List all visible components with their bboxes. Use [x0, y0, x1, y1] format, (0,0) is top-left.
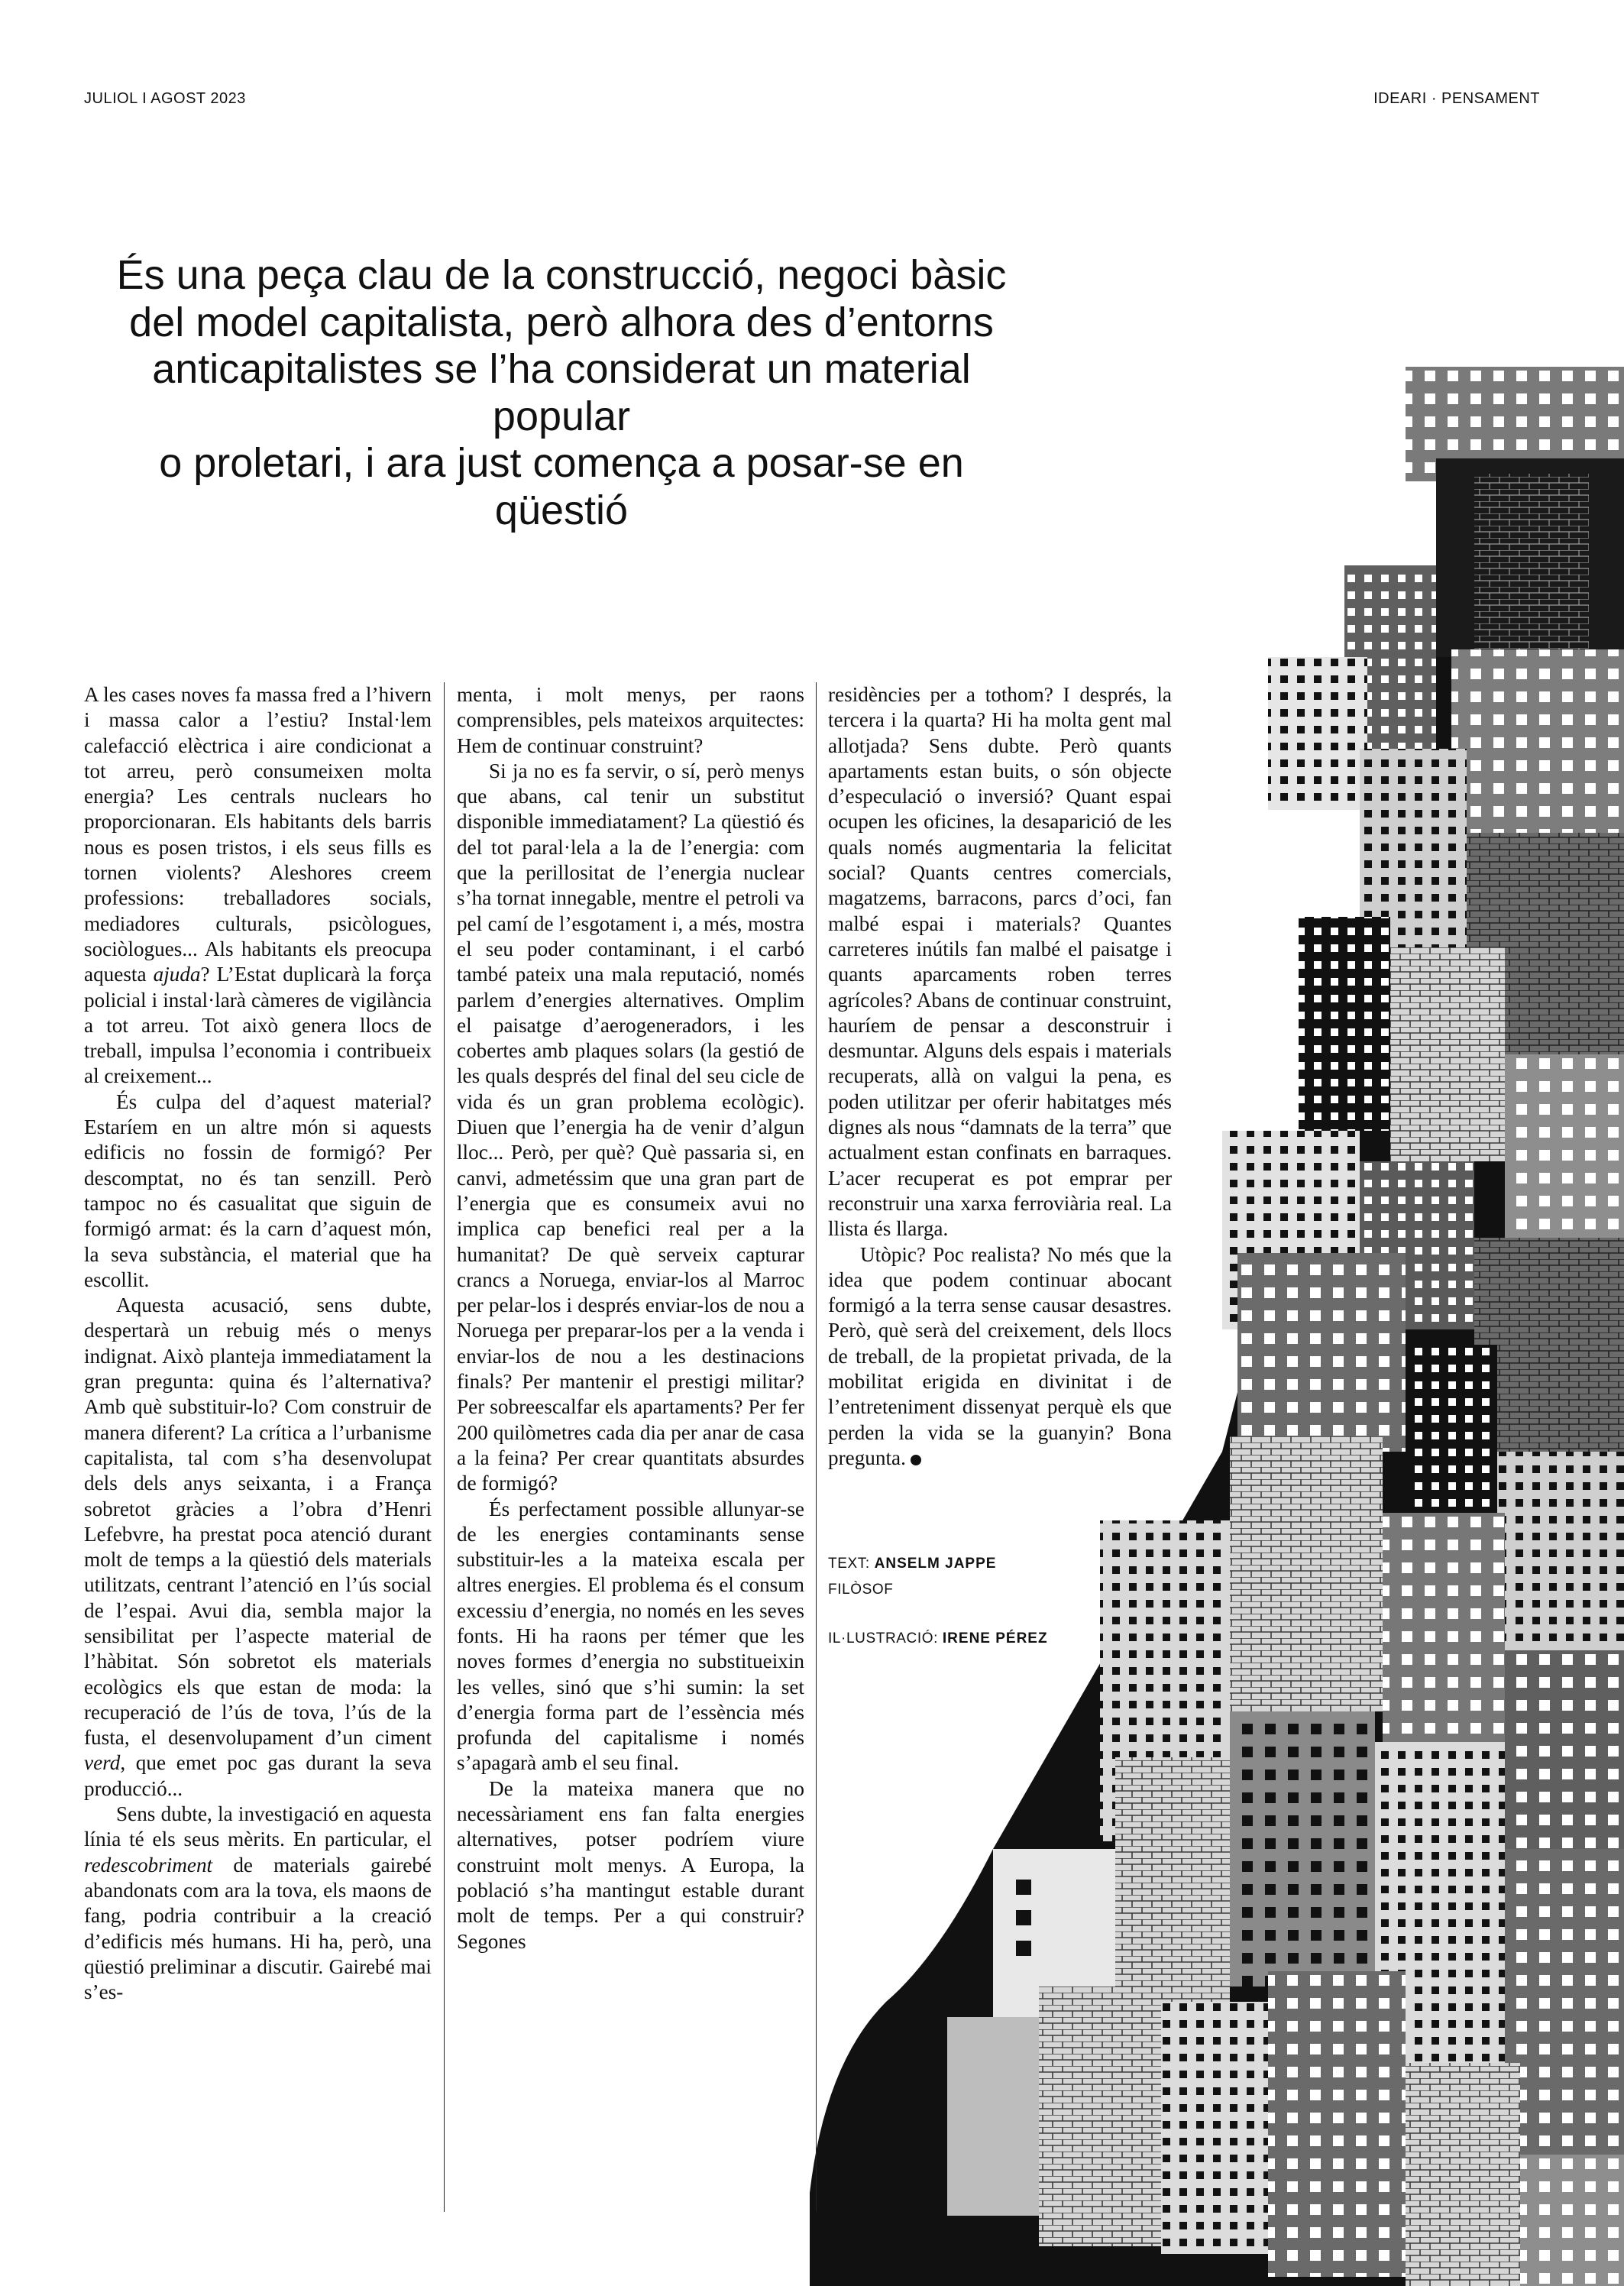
- illustrator-credit: [828, 1626, 1048, 1652]
- paragraph: Aquesta acusació, sens dubte, despertarà un rebuig més o menys indignat. Això planteja immediatament la gran pregunta: quina és l’alternativa? Amb què substituir-lo? Com construir de manera diferent? La crítica a l’urbanisme capitalista, tal com s’ha desenvolupat dels dels anys seixanta, i a França sobretot gràcies a l’obra d’Henri Lefebvre, ha prestat poca atenció durant molt de temps a la qüestió dels materials utilitzats, centrant l’atenció en l’ús social de l’espai. Avui dia, sembla major la sensibilitat per l’aspecte material de l’hàbitat. Són sobretot els materials ecològics els que estan de moda: la recuperació de l’ús de tova, l’ús de la fusta, el desenvolupament d’un ciment verd, que emet poc gas durant la seva producció...: [84, 1294, 432, 1800]
- issue-date: JULIOL I AGOST 2023: [84, 90, 246, 107]
- paragraph: residències per a tothom? I després, la tercera i la quarta? Hi ha molta gent mal allotjada? Sens dubte. Però quants apartaments estan buits, o són objecte d’especulació o inversió? Quant espai ocupen les oficines, la desaparició de les quals només augmentaria la felicitat social? Quants centres comercials, magatzems, barracons, parcs d’oci, fan malbé espai i materials? Quantes carreteres inútils fan malbé el paisatge i quants aparcaments roben terres agrícoles? Abans de continuar construint, hauríem de pensar a desconstruir i desmuntar. Alguns dels espais i materials recuperats, allà on valgui la pena, es poden utilitzar per oferir habitatges més dignes als nous “damnats de la terra” que actualment estan confinats en barraques. L’acer recuperat es pot emprar per reconstruir una xarxa ferroviària real. La llista és llarga.: [828, 683, 1172, 1241]
- body-column-3: [828, 682, 1172, 1471]
- end-mark-icon: [911, 1455, 921, 1465]
- paragraph: És perfectament possible allunyar-se de les energies contaminants sense substituir-les a la mateixa escala per altres energies. El problema és el consum excessiu d’energia, no només en les seves fonts. Hi ha raons per témer que les noves formes d’energia no substitueixin les velles, sinó que s’hi sumin: la set d’energia forma part de l’essència més profunda del capitalisme i només s’apagarà amb el seu final.: [457, 1497, 804, 1775]
- body-column-1: [84, 682, 432, 2005]
- lede-line: del model capitalista, però alhora des d’entorns: [129, 299, 994, 345]
- column-rule: [444, 682, 445, 2212]
- author-role: FILÒSOF: [828, 1582, 894, 1598]
- paragraph: menta, i molt menys, per raons comprensibles, pels mateixos arquitectes: Hem de continuar construint?: [457, 683, 804, 757]
- paragraph: De la mateixa manera que no necessàriament ens fan falta energies alternatives, potser podríem viure construint molt menys. A Europa, la població s’ha mantingut estable durant molt de temps. Per a qui construir? Segones: [457, 1776, 804, 1953]
- author-name: ANSELM JAPPE: [874, 1556, 997, 1572]
- lede-line: anticapitalistes se l’ha considerat un material popular: [152, 346, 971, 439]
- credit-label: IL·LUSTRACIÓ:: [828, 1630, 938, 1647]
- lede-line: o proletari, i ara just comença a posar-se en qüestió: [159, 440, 964, 533]
- column-rule: [816, 682, 817, 2212]
- paragraph: Sens dubte, la investigació en aquesta línia té els seus mèrits. En particular, el redescobriment de materials gairebé abandonats com ara la tova, els maons de fang, podria contribuir a la creació d’edificis més humans. Hi ha, però, una qüestió preliminar a discutir. Gairebé mai s’es-: [84, 1802, 432, 2004]
- paragraph: Si ja no es fa servir, o sí, però menys que abans, cal tenir un substitut disponible immediatament? La qüestió és del tot paral·lela a la de l’energia: com que la perillositat de l’energia nuclear s’ha tornat innegable, mentre el petroli va pel camí de l’esgotament i, a més, mostra el seu poder contaminant, i el carbó també pateix una mala reputació, només parlem d’energies alternatives. Omplim el paisatge d’aerogeneradors, i les cobertes amb plaques solars (la gestió de les quals després del final del seu cicle de vida és un gran problema ecològic). Diuen que l’energia ha de venir d’algun lloc... Però, per què? Què passaria si, en canvi, admetéssim que una gran part de l’energia que es consumeix avui no implica cap benefici real per a la humanitat? De què serveix capturar crancs a Noruega, enviar-los al Marroc per pelar-los i després enviar-los de nou a Noruega per preparar-los per a la venda i enviar-los de nou a les destinacions finals? Per mantenir el prestigi militar? Per sobreescalfar els apartaments? Per fer 200 quilòmetres cada dia per anar de casa a la feina? Per crear quantitats absurdes de formigó?: [457, 759, 804, 1495]
- author-credit: [828, 1551, 996, 1603]
- body-column-2: [457, 682, 804, 1954]
- paragraph: És culpa del d’aquest material? Estaríem en un altre món si aquests edificis no fossin de formigó? Per descomptat, no és tan senzill. Però tampoc no és casualitat que siguin de formigó armat: és la carn d’aquest món, la seva substància, el material que ha escollit.: [84, 1090, 432, 1291]
- section-label: IDEARI · PENSAMENT: [1373, 90, 1540, 107]
- lede-line: És una peça clau de la construcció, negoci bàsic: [116, 252, 1007, 298]
- illustrator-name: IRENE PÉREZ: [942, 1630, 1048, 1647]
- paragraph: Utòpic? Poc realista? No més que la idea que podem continuar abocant formigó a la terra sense causar desastres. Però, què serà del creixement, dels llocs de treball, de la propietat privada, de la mobilitat erigida en divinitat i de l’entreteniment dissenyat perquè els que perden la vida se la guanyin? Bona pregunta.: [828, 1242, 1172, 1469]
- credit-label: TEXT:: [828, 1556, 870, 1572]
- paragraph: A les cases noves fa massa fred a l’hivern i massa calor a l’estiu? Instal·lem calefacció elèctrica i aire condicionat a tot arreu, però consumeixen molta energia? Les centrals nuclears ho proporcionaran. Els habitants dels barris nous es posen tristos, i els seus fills es tornen violents? Aleshores creem professions: treballadores socials, mediadores culturals, psicòlogues, sociòlogues... Als habitants els preocupa aquesta ajuda? L’Estat duplicarà la força policial i instal·larà càmeres de vigilància a tot arreu. Tot això genera llocs de treball, impulsa l’economia i contribueix al creixement...: [84, 683, 432, 1088]
